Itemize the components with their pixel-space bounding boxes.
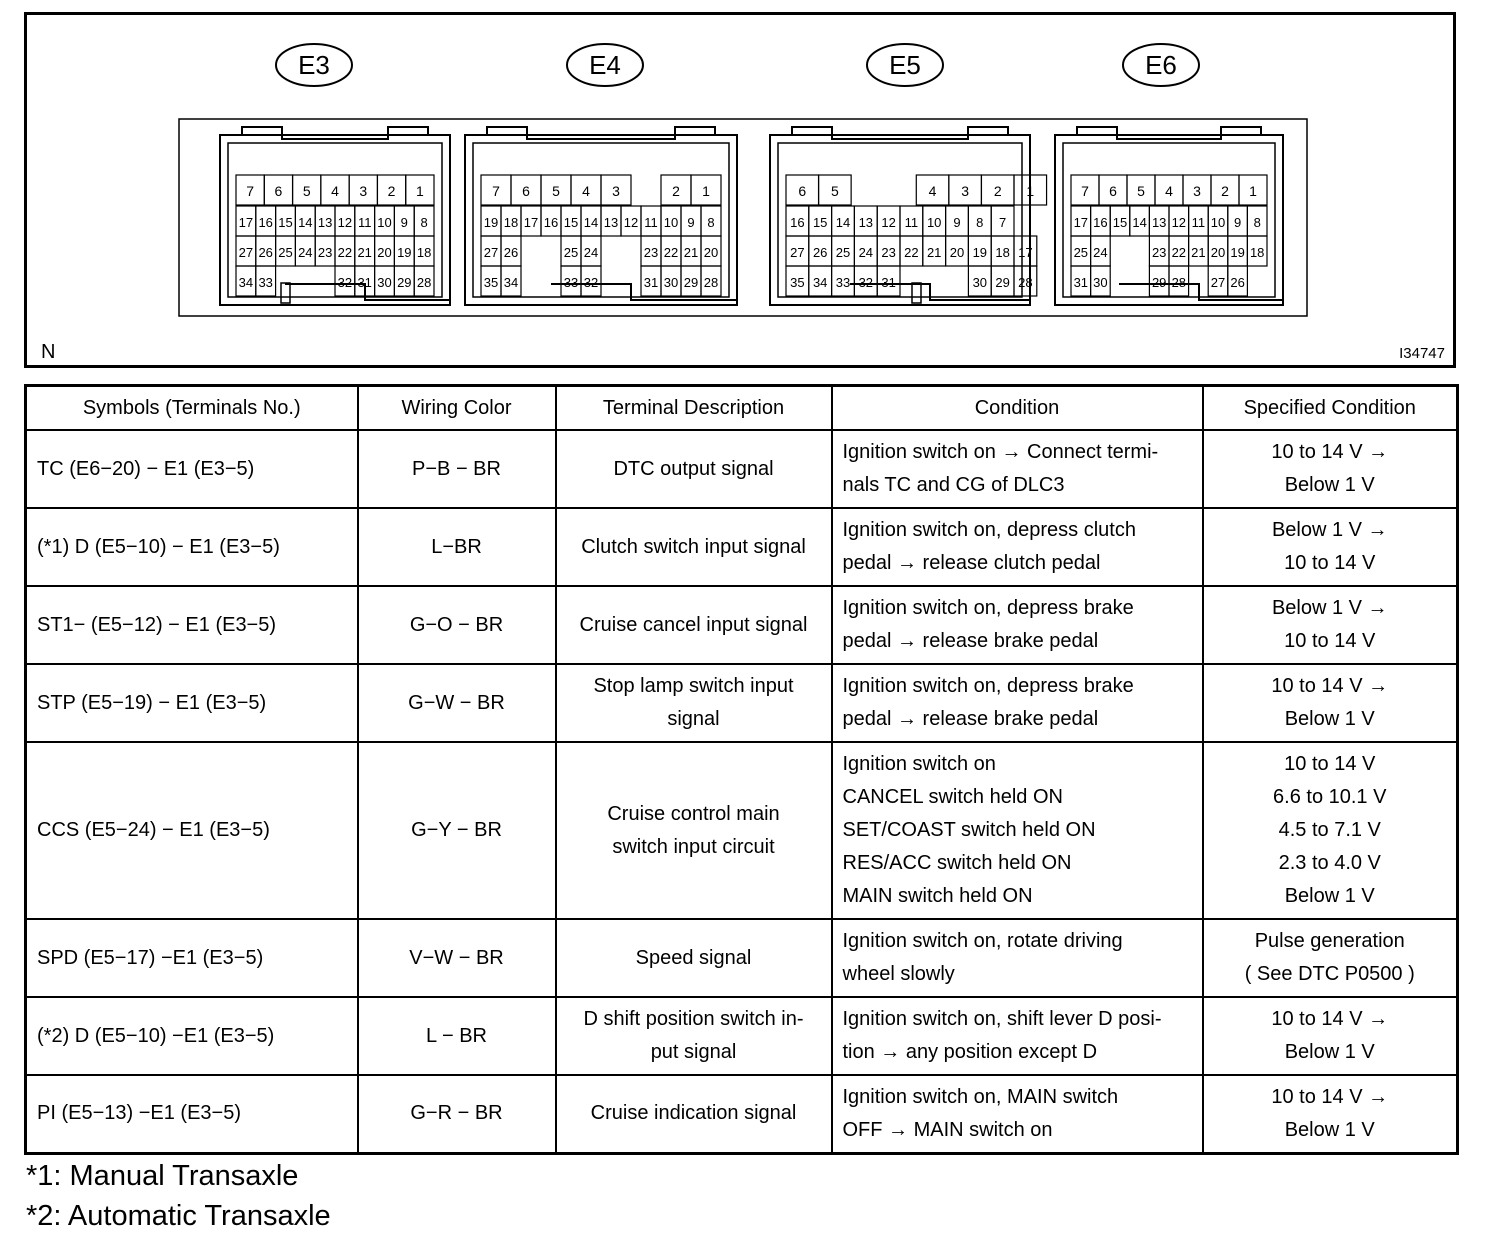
spec-line: Below 1 V → [1271, 597, 1388, 619]
header-terminal-description: Terminal Description [556, 386, 832, 431]
condition-line: wheel slowly [842, 963, 955, 985]
terminal-number: 17 [523, 215, 539, 230]
description-line: signal [667, 708, 720, 730]
terminal-number: 6 [274, 183, 283, 199]
terminal-number: 12 [623, 215, 639, 230]
description-line: Cruise control main [607, 802, 780, 825]
terminal-number: 26 [503, 245, 519, 260]
spec-line: ( See DTC P0500 ) [1244, 963, 1415, 985]
condition-line: Ignition switch on [842, 753, 996, 775]
terminal-number: 8 [420, 215, 428, 230]
terminal-number: 26 [1230, 275, 1245, 290]
terminal-number: 1 [1026, 183, 1035, 199]
terminal-number: 27 [1210, 275, 1226, 290]
header-wiring-color: Wiring Color [358, 386, 556, 431]
terminal-number: 26 [812, 245, 828, 260]
terminal-number: 31 [1073, 275, 1089, 290]
terminal-number: 16 [258, 215, 273, 230]
terminal-number: 22 [904, 245, 919, 260]
spec-line: Below 1 V [1284, 885, 1375, 907]
figure-id: I34747 [1399, 345, 1445, 362]
terminal-number: 22 [663, 245, 679, 260]
terminal-number: 31 [357, 275, 372, 290]
terminal-number: 19 [483, 215, 499, 230]
description-cell [556, 508, 832, 586]
condition-line: RES/ACC switch held ON [842, 852, 1072, 874]
terminal-number: 31 [643, 275, 659, 290]
condition-cell [832, 742, 1203, 919]
footnote: *2: Automatic Transaxle [26, 1200, 331, 1232]
description-line: D shift position switch in- [583, 1008, 804, 1030]
condition-line: pedal → release brake pedal [842, 630, 1099, 652]
condition-cell [832, 508, 1203, 586]
terminal-number: 10 [663, 215, 679, 230]
condition-line: Ignition switch on, depress brake [842, 597, 1134, 619]
terminal-number: 16 [543, 215, 559, 230]
terminal-number: 29 [683, 275, 699, 290]
condition-line: Ignition switch on, shift lever D posi- [842, 1008, 1162, 1030]
spec-line: Pulse generation [1254, 930, 1405, 952]
terminal-number: 15 [1112, 215, 1128, 230]
condition-line: Ignition switch on, rotate driving [842, 930, 1123, 952]
terminal-number: 5 [1137, 183, 1145, 199]
condition-cell [832, 1075, 1203, 1153]
terminal-number: 33 [835, 275, 851, 290]
terminal-number: 35 [790, 275, 805, 290]
condition-cell [832, 997, 1203, 1075]
connector-diagram [24, 12, 1456, 368]
description-cell [556, 1075, 832, 1153]
condition-line: MAIN switch held ON [842, 885, 1033, 907]
terminal-number: 8 [707, 215, 715, 230]
terminal-number: 3 [359, 183, 368, 199]
terminal-number: 25 [835, 245, 851, 260]
spec-line: 10 to 14 V → [1271, 1085, 1389, 1108]
footnotes [26, 1156, 331, 1236]
terminal-number: 28 [703, 275, 719, 290]
terminal-number: 28 [416, 275, 432, 290]
terminal-number: 19 [972, 245, 988, 260]
table-row [26, 742, 1458, 919]
terminal-number: 27 [238, 245, 254, 260]
terminal-number: 13 [603, 215, 619, 230]
terminal-number: 28 [1171, 275, 1187, 290]
terminal-number: 24 [298, 245, 313, 260]
description-line: put signal [650, 1041, 737, 1063]
terminal-number: 17 [1073, 215, 1089, 230]
terminal-number: 23 [881, 245, 896, 260]
terminal-number: 35 [483, 275, 499, 290]
condition-line: SET/COAST switch held ON [842, 819, 1096, 841]
terminal-number: 13 [858, 215, 874, 230]
header-symbols: Symbols (Terminals No.) [26, 386, 358, 431]
spec-line: 4.5 to 7.1 V [1278, 819, 1381, 841]
terminal-number: 8 [1253, 215, 1261, 230]
key-slot [912, 283, 921, 303]
terminal-number: 9 [953, 215, 961, 230]
corner-label: N [41, 341, 56, 363]
terminal-number: 4 [582, 183, 590, 199]
table-row [26, 586, 1458, 664]
terminal-number: 25 [1073, 245, 1089, 260]
terminal-number: 14 [298, 215, 313, 230]
symbol-cell: TC (E6−20) − E1 (E3−5) [26, 430, 358, 508]
terminal-number: 21 [683, 245, 699, 260]
terminal-number: 11 [1191, 215, 1206, 230]
wiring-color-cell: L−BR [358, 508, 556, 586]
description-cell [556, 430, 832, 508]
header-condition: Condition [832, 386, 1203, 431]
symbol-cell: ST1− (E5−12) − E1 (E3−5) [26, 586, 358, 664]
terminal-number: 19 [397, 245, 412, 260]
connector-pinout [27, 15, 1453, 365]
terminal-number: 3 [612, 183, 620, 199]
terminal-number: 18 [503, 215, 519, 230]
terminal-number: 16 [1093, 215, 1108, 230]
description-cell [556, 919, 832, 997]
terminal-number: 7 [492, 183, 500, 199]
terminal-number: 29 [1151, 275, 1167, 290]
terminal-number: 26 [258, 245, 273, 260]
description-line: Clutch switch input signal [581, 535, 806, 558]
terminal-number: 23 [317, 245, 333, 260]
terminal-number: 29 [995, 275, 1010, 290]
condition-line: Ignition switch on, depress clutch [842, 519, 1136, 541]
spec-line: 10 to 14 V [1284, 630, 1376, 652]
terminal-number: 11 [644, 215, 658, 230]
terminal-number: 30 [377, 275, 392, 290]
condition-cell [832, 430, 1203, 508]
terminal-number: 20 [949, 245, 965, 260]
terminal-number: 9 [687, 215, 695, 230]
terminal-number: 30 [972, 275, 988, 290]
terminal-number: 32 [583, 275, 599, 290]
terminal-number: 9 [1233, 215, 1242, 230]
terminal-number: 13 [317, 215, 333, 230]
description-line: Speed signal [635, 946, 752, 969]
terminal-number: 18 [1249, 245, 1265, 260]
spec-line: Below 1 V → [1271, 519, 1388, 541]
terminal-number: 17 [238, 215, 254, 230]
spec-cell [1203, 742, 1458, 919]
terminal-number: 24 [1093, 245, 1108, 260]
terminal-number: 19 [1230, 245, 1245, 260]
terminal-number: 12 [881, 215, 896, 230]
terminal-number: 21 [926, 245, 942, 260]
terminal-number: 18 [995, 245, 1010, 260]
connector-label: E6 [1145, 50, 1177, 80]
symbol-cell: STP (E5−19) − E1 (E3−5) [26, 664, 358, 742]
terminal-number: 10 [377, 215, 392, 230]
terminal-number: 7 [246, 183, 255, 199]
terminal-number: 11 [904, 215, 919, 230]
terminal-number: 32 [337, 275, 353, 290]
symbol-cell: PI (E5−13) −E1 (E3−5) [26, 1075, 358, 1153]
terminal-number: 33 [258, 275, 273, 290]
spec-line: 10 to 14 V → [1271, 1008, 1389, 1030]
terminal-number: 7 [998, 215, 1007, 230]
terminal-number: 7 [1081, 183, 1089, 199]
terminal-number: 2 [993, 183, 1002, 199]
condition-line: Ignition switch on, MAIN switch [842, 1085, 1119, 1108]
spec-line: 10 to 14 V [1284, 753, 1376, 775]
terminal-number: 4 [928, 183, 937, 199]
spec-line: Below 1 V [1284, 1118, 1375, 1141]
terminal-number: 24 [583, 245, 599, 260]
terminal-spec-table [24, 384, 1459, 1155]
terminal-number: 12 [1171, 215, 1187, 230]
terminal-number: 6 [1109, 183, 1117, 199]
description-line: DTC output signal [613, 457, 774, 480]
terminal-number: 34 [503, 275, 519, 290]
terminal-number: 2 [387, 183, 396, 199]
spec-line: Below 1 V [1284, 708, 1375, 730]
condition-cell [832, 586, 1203, 664]
wiring-color-cell: G−Y − BR [358, 742, 556, 919]
terminal-number: 16 [790, 215, 805, 230]
symbol-cell: CCS (E5−24) − E1 (E3−5) [26, 742, 358, 919]
spec-cell [1203, 919, 1458, 997]
terminal-number: 29 [397, 275, 412, 290]
terminal-number: 1 [415, 183, 424, 199]
terminal-number: 8 [976, 215, 984, 230]
condition-line: pedal → release brake pedal [842, 708, 1099, 730]
terminal-number: 23 [1151, 245, 1167, 260]
terminal-number: 4 [1165, 183, 1173, 199]
terminal-number: 23 [643, 245, 659, 260]
terminal-number: 5 [302, 183, 311, 199]
key-slot [281, 283, 290, 303]
symbol-cell: (*2) D (E5−10) −E1 (E3−5) [26, 997, 358, 1075]
terminal-number: 31 [881, 275, 896, 290]
terminal-number: 34 [812, 275, 828, 290]
table-row [26, 919, 1458, 997]
terminal-number: 2 [672, 183, 680, 199]
table-row [26, 664, 1458, 742]
terminal-number: 21 [357, 245, 372, 260]
table-row [26, 1075, 1458, 1153]
terminal-number: 10 [926, 215, 942, 230]
terminal-number: 3 [961, 183, 970, 199]
condition-cell [832, 664, 1203, 742]
description-line: Cruise cancel input signal [579, 613, 808, 636]
condition-line: tion → any position except D [842, 1041, 1098, 1063]
terminal-number: 30 [1093, 275, 1108, 290]
condition-line: pedal → release clutch pedal [842, 552, 1101, 574]
condition-line: nals TC and CG of DLC3 [842, 474, 1065, 496]
terminal-number: 5 [552, 183, 560, 199]
table-row [26, 430, 1458, 508]
condition-line: Ignition switch on, depress brake [842, 675, 1134, 697]
terminal-number: 21 [1191, 245, 1206, 260]
wiring-color-cell: P−B − BR [358, 430, 556, 508]
terminal-number: 9 [400, 215, 408, 230]
terminal-number: 20 [1210, 245, 1226, 260]
wiring-color-cell: G−R − BR [358, 1075, 556, 1153]
terminal-number: 10 [1210, 215, 1226, 230]
terminal-number: 25 [563, 245, 579, 260]
condition-line: CANCEL switch held ON [842, 786, 1063, 808]
terminal-number: 4 [331, 183, 339, 199]
terminal-number: 24 [858, 245, 874, 260]
terminal-number: 30 [663, 275, 679, 290]
description-cell [556, 664, 832, 742]
header-specified-condition: Specified Condition [1203, 386, 1458, 431]
terminal-number: 15 [563, 215, 579, 230]
description-line: Cruise indication signal [590, 1102, 797, 1125]
description-cell [556, 997, 832, 1075]
table-row [26, 508, 1458, 586]
spec-cell [1203, 430, 1458, 508]
terminal-number: 15 [812, 215, 828, 230]
connector-label: E5 [889, 50, 921, 80]
terminal-number: 14 [583, 215, 599, 230]
description-line: switch input circuit [612, 835, 775, 858]
spec-line: 6.6 to 10.1 V [1273, 786, 1387, 808]
terminal-number: 27 [483, 245, 499, 260]
wiring-color-cell: L − BR [358, 997, 556, 1075]
terminal-number: 5 [830, 183, 839, 199]
terminal-number: 32 [858, 275, 874, 290]
spec-line: 2.3 to 4.0 V [1278, 852, 1381, 874]
terminal-number: 34 [238, 275, 254, 290]
wiring-color-cell: G−W − BR [358, 664, 556, 742]
terminal-number: 1 [702, 183, 710, 199]
connector-label: E4 [589, 50, 621, 80]
condition-cell [832, 919, 1203, 997]
condition-line: OFF → MAIN switch on [842, 1118, 1053, 1141]
spec-cell [1203, 664, 1458, 742]
description-line: Stop lamp switch input [593, 675, 794, 697]
spec-line: Below 1 V [1284, 474, 1375, 496]
terminal-number: 27 [790, 245, 805, 260]
wiring-color-cell: G−O − BR [358, 586, 556, 664]
terminal-number: 1 [1249, 183, 1257, 199]
condition-line: Ignition switch on → Connect termi- [842, 441, 1159, 463]
terminal-number: 33 [563, 275, 579, 290]
connector-label: E3 [298, 50, 330, 80]
spec-cell [1203, 508, 1458, 586]
table-row [26, 997, 1458, 1075]
footnote: *1: Manual Transaxle [26, 1160, 299, 1192]
spec-line: 10 to 14 V [1284, 552, 1376, 574]
terminal-number: 14 [1132, 215, 1147, 230]
symbol-cell: SPD (E5−17) −E1 (E3−5) [26, 919, 358, 997]
terminal-number: 22 [337, 245, 353, 260]
terminal-number: 18 [416, 245, 432, 260]
terminal-number: 3 [1193, 183, 1201, 199]
terminal-number: 2 [1221, 183, 1229, 199]
terminal-number: 14 [835, 215, 851, 230]
spec-line: 10 to 14 V → [1271, 441, 1389, 463]
terminal-number: 22 [1171, 245, 1187, 260]
description-cell [556, 586, 832, 664]
terminal-number: 15 [278, 215, 293, 230]
wiring-color-cell: V−W − BR [358, 919, 556, 997]
terminal-number: 13 [1151, 215, 1167, 230]
terminal-number: 17 [1018, 245, 1033, 260]
terminal-number: 28 [1018, 275, 1033, 290]
table-header-row [26, 386, 1458, 431]
terminal-number: 11 [357, 215, 372, 230]
terminal-number: 20 [377, 245, 392, 260]
terminal-number: 25 [278, 245, 293, 260]
description-cell [556, 742, 832, 919]
terminal-number: 6 [522, 183, 530, 199]
spec-cell [1203, 586, 1458, 664]
terminal-number: 12 [337, 215, 353, 230]
spec-line: 10 to 14 V → [1271, 675, 1389, 697]
symbol-cell: (*1) D (E5−10) − E1 (E3−5) [26, 508, 358, 586]
spec-cell [1203, 997, 1458, 1075]
terminal-number: 6 [798, 183, 807, 199]
spec-cell [1203, 1075, 1458, 1153]
terminal-number: 20 [703, 245, 719, 260]
spec-line: Below 1 V [1284, 1041, 1375, 1063]
